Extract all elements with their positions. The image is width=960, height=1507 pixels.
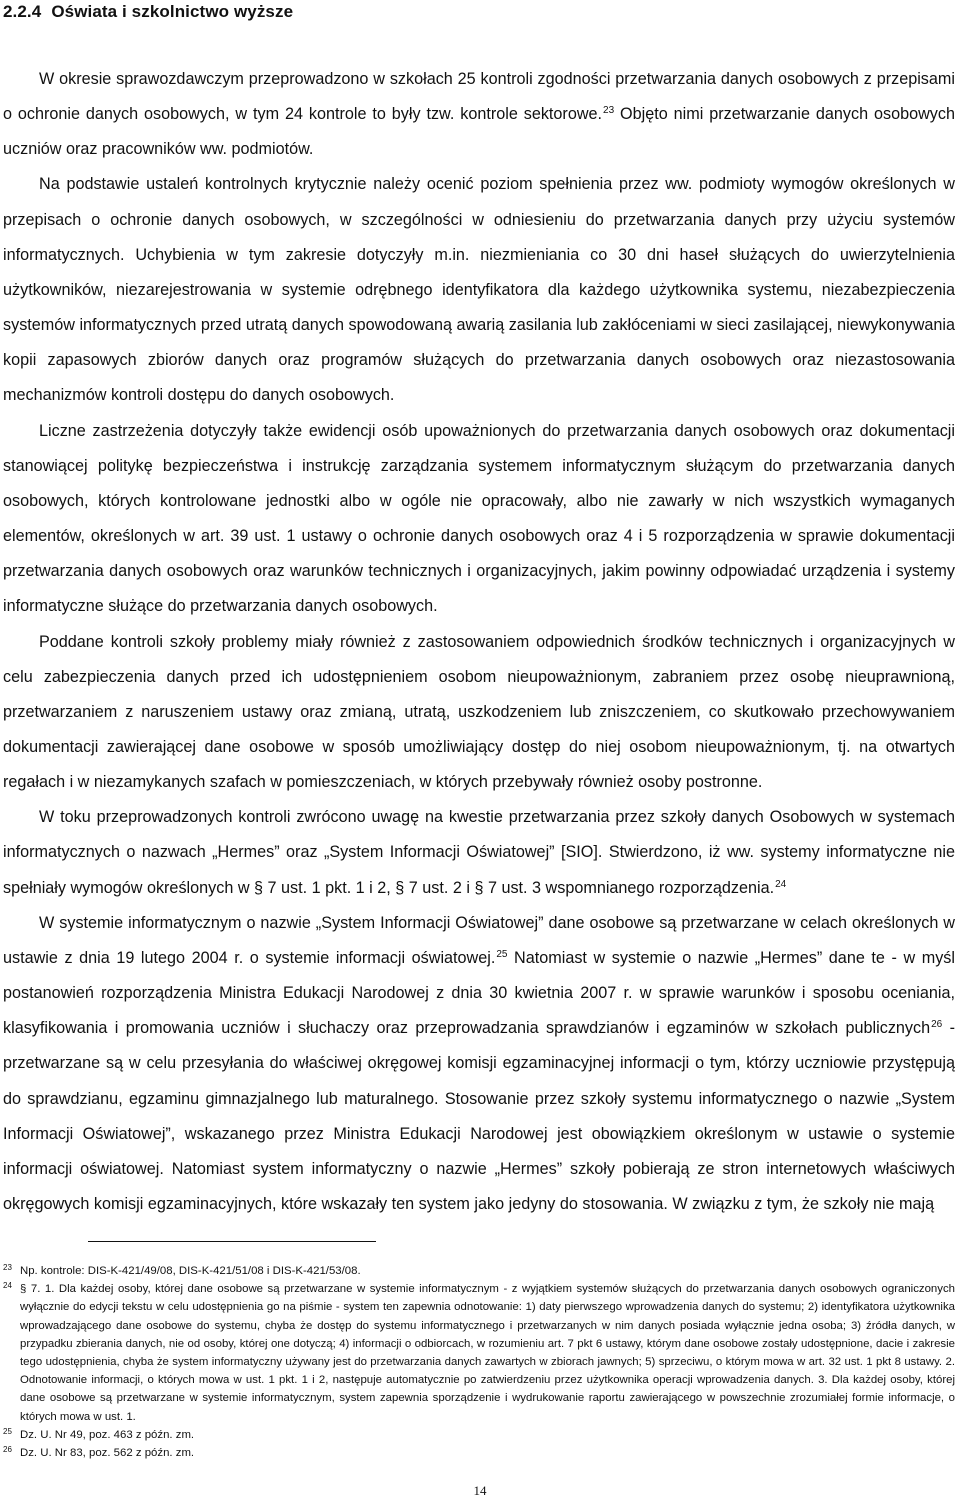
footnote — [3, 1262, 955, 1280]
paragraph-text: Objęto nimi przetwarzanie danych osobowych uczniów oraz pracowników ww. podmiotów. — [3, 105, 955, 159]
page-number: 14 — [473, 1483, 487, 1498]
footnote-text: Dz. U. Nr 83, poz. 562 z późn. zm. — [20, 1447, 195, 1460]
paragraph-text: W okresie sprawozdawczym przeprowadzono w szkołach 25 kontroli zgodności przetwarzania danych osobowych z przepisami o ochronie danych osobowych, w tym 24 kontrole to były tzw. kontrole sektorowe. — [3, 70, 955, 124]
paragraph-text: Na podstawie ustaleń kontrolnych krytycznie należy ocenić poziom spełnienia przez ww. podmioty wymogów określonych w przepisach o ochronie danych osobowych, w szczególności w odniesieniu do przetwarzania danych przy użyciu systemów informatycznych. Uchybienia w tym zakresie dotyczyły m.in. niezmieniania co 30 dni haseł służących do uwierzytelnienia użytkowników, niezarejestrowania w systemie odrębnego identyfikatora dla każdego użytkownika systemu, niezabezpieczenia systemów informatycznych przed utratą danych spowodowaną awarią zasilania lub zakłóceniami w sieci zasilającej, niewykonywania kopii zapasowych zbiorów danych oraz programów służących do przetwarzania danych osobowych oraz niezastosowania mechanizmów kontroli dostępu do danych osobowych. — [3, 175, 955, 405]
paragraph — [3, 625, 955, 801]
paragraph-text: - przetwarzane są w celu przesyłania do właściwej okręgowej komisji egzaminacyjnej informacji o tym, którzy uczniowie przystępują do sprawdzianu, egzaminu gimnazjalnego lub maturalnego. Stosowanie przez szkoły systemu informatycznego o nazwie „System Informacji Oświatowej”, wskazanego przez Ministra Edukacji Narodowej jest obowiązkiem określonym w ustawie o systemie informacji oświatowej. Natomiast system informatyczny o nazwie „Hermes” szkoły pobierają ze stron internetowych właściwych okręgowych komisji egzaminacyjnych, które wskazały ten system jako jedyny do stosowania. W związku z tym, że szkoły nie mają — [3, 1019, 956, 1213]
footnote-mark: 26 — [3, 1445, 12, 1455]
footnote-reference: 23 — [603, 105, 615, 117]
paragraph — [3, 906, 955, 1222]
footnote — [3, 1444, 955, 1462]
footnote-mark: 24 — [3, 1281, 12, 1291]
paragraph-text: Poddane kontroli szkoły problemy miały również z zastosowaniem odpowiednich środków technicznych i organizacyjnych w celu zabezpieczenia danych przed ich udostępnieniem osobom nieupoważnionym, zabraniem przez osobę nieuprawnioną, przetwarzaniem z naruszeniem ustawy oraz zmianą, utratą, uszkodzeniem lub zniszczeniem, co skutkowało przechowywaniem dokumentacji zawierającej dane osobowe w sposób umożliwiający dostęp do niej osobom nieupoważnionym, tj. na otwartych regałach i w niezamykanych szafach w pomieszczeniach, w których przebywały również osoby postronne. — [3, 632, 955, 792]
paragraph-text: W systemie informatycznym o nazwie „System Informacji Oświatowej” dane osobowe są przetwarzane w celach określonych w ustawie z dnia 19 lutego 2004 r. o systemie informacji oświatowej. — [3, 913, 955, 967]
footnote-separator — [88, 1241, 376, 1242]
paragraph — [3, 414, 955, 625]
footnote-text: Dz. U. Nr 49, poz. 463 z późn. zm. — [20, 1428, 195, 1441]
section-title: Oświata i szkolnictwo wyższe — [51, 2, 294, 21]
paragraph — [3, 800, 955, 905]
paragraph-text: W toku przeprowadzonych kontroli zwrócono uwagę na kwestie przetwarzania przez szkoły danych Osobowych w systemach informatycznych o nazwach „Hermes” oraz „System Informacji Oświatowej” [SIO]. Stwierdzono, iż ww. systemy informatyczne nie spełniały wymogów określonych w § 7 ust. 1 pkt. 1 i 2, § 7 ust. 2 i § 7 ust. 3 wspomnianego rozporządzenia. — [3, 808, 955, 897]
paragraph-text: Liczne zastrzeżenia dotyczyły także ewidencji osób upoważnionych do przetwarzania danych osobowych oraz dokumentacji stanowiącej politykę bezpieczeństwa i instrukcję zarządzania systemem informatycznym służącym do przetwarzania danych osobowych, których kontrolowane jednostki albo w ogóle nie opracowały, albo nie zawarły w nich wszystkich wymaganych elementów, określonych w art. 39 ust. 1 ustawy o ochronie danych osobowych oraz 4 i 5 rozporządzenia w sprawie dokumentacji przetwarzania danych osobowych oraz warunków technicznych i organizacyjnych, jakim powinny odpowiadać urządzenia i systemy informatyczne służące do przetwarzania danych osobowych. — [3, 421, 955, 616]
paragraph-text: Natomiast w systemie o nazwie „Hermes” dane te - w myśl postanowień rozporządzenia Ministra Edukacji Narodowej z dnia 30 kwietnia 2007 r. w sprawie warunków i sposobu oceniania, klasyfikowania i promowania uczniów i słuchaczy oraz przeprowadzania sprawdzianów i egzaminów w szkołach publicznych — [3, 948, 955, 1038]
footnote-text: Np. kontrole: DIS-K-421/49/08, DIS-K-421/51/08 i DIS-K-421/53/08. — [20, 1265, 361, 1277]
paragraph — [3, 167, 955, 413]
footnote-reference: 26 — [931, 1019, 943, 1031]
footnote — [3, 1426, 955, 1444]
paragraph — [3, 62, 955, 167]
footnote — [3, 1280, 955, 1426]
section-heading — [3, 2, 293, 22]
body-text — [3, 62, 955, 1222]
footnote-reference: 24 — [775, 878, 787, 890]
footnote-mark: 25 — [3, 1426, 12, 1436]
footnotes — [3, 1262, 955, 1462]
footnote-mark: 23 — [3, 1263, 12, 1272]
section-number: 2.2.4 — [3, 2, 42, 21]
footnote-text: § 7. 1. Dla każdej osoby, której dane osobowe są przetwarzane w systemie informatycznym - z wyjątkiem systemów służących do przetwarzania danych osobowych ograniczonych wyłącznie do edycji tekstu w celu udostępnienia go na piśmie - system ten zapewnia odnotowanie: 1) daty pierwszego wprowadzenia danych do systemu; 2) identyfikatora użytkownika wprowadzającego dane osobowe do systemu, chyba że dostęp do systemu informatycznego i przetwarzanych w nim danych posiada wyłącznie jedna osoba; 3) źródła danych, w przypadku zbierania danych, nie od osoby, której one dotyczą; 4) informacji o odbiorcach, w rozumieniu art. 7 pkt 6 ustawy, którym dane osobowe zostały udostępnione, dacie i zakresie tego udostępnienia, chyba że system informatyczny używany jest do przetwarzania danych zawartych w zbiorach jawnych; 5) sprzeciwu, o którym mowa w art. 32 ust. 1 pkt 8 ustawy. 2. Odnotowanie informacji, o których mowa w ust. 1 pkt. 1 i 2, następuje automatycznie po zatwierdzeniu przez użytkownika operacji wprowadzenia danych. 3. Dla każdej osoby, której dane osobowe są przetwarzane w systemie informatycznym, system zapewnia sporządzenie i wydrukowanie raportu zawierającego w powszechnie zrozumiałej formie informacje, o których mowa w ust. 1. — [20, 1283, 955, 1423]
footnote-reference: 25 — [496, 948, 508, 960]
